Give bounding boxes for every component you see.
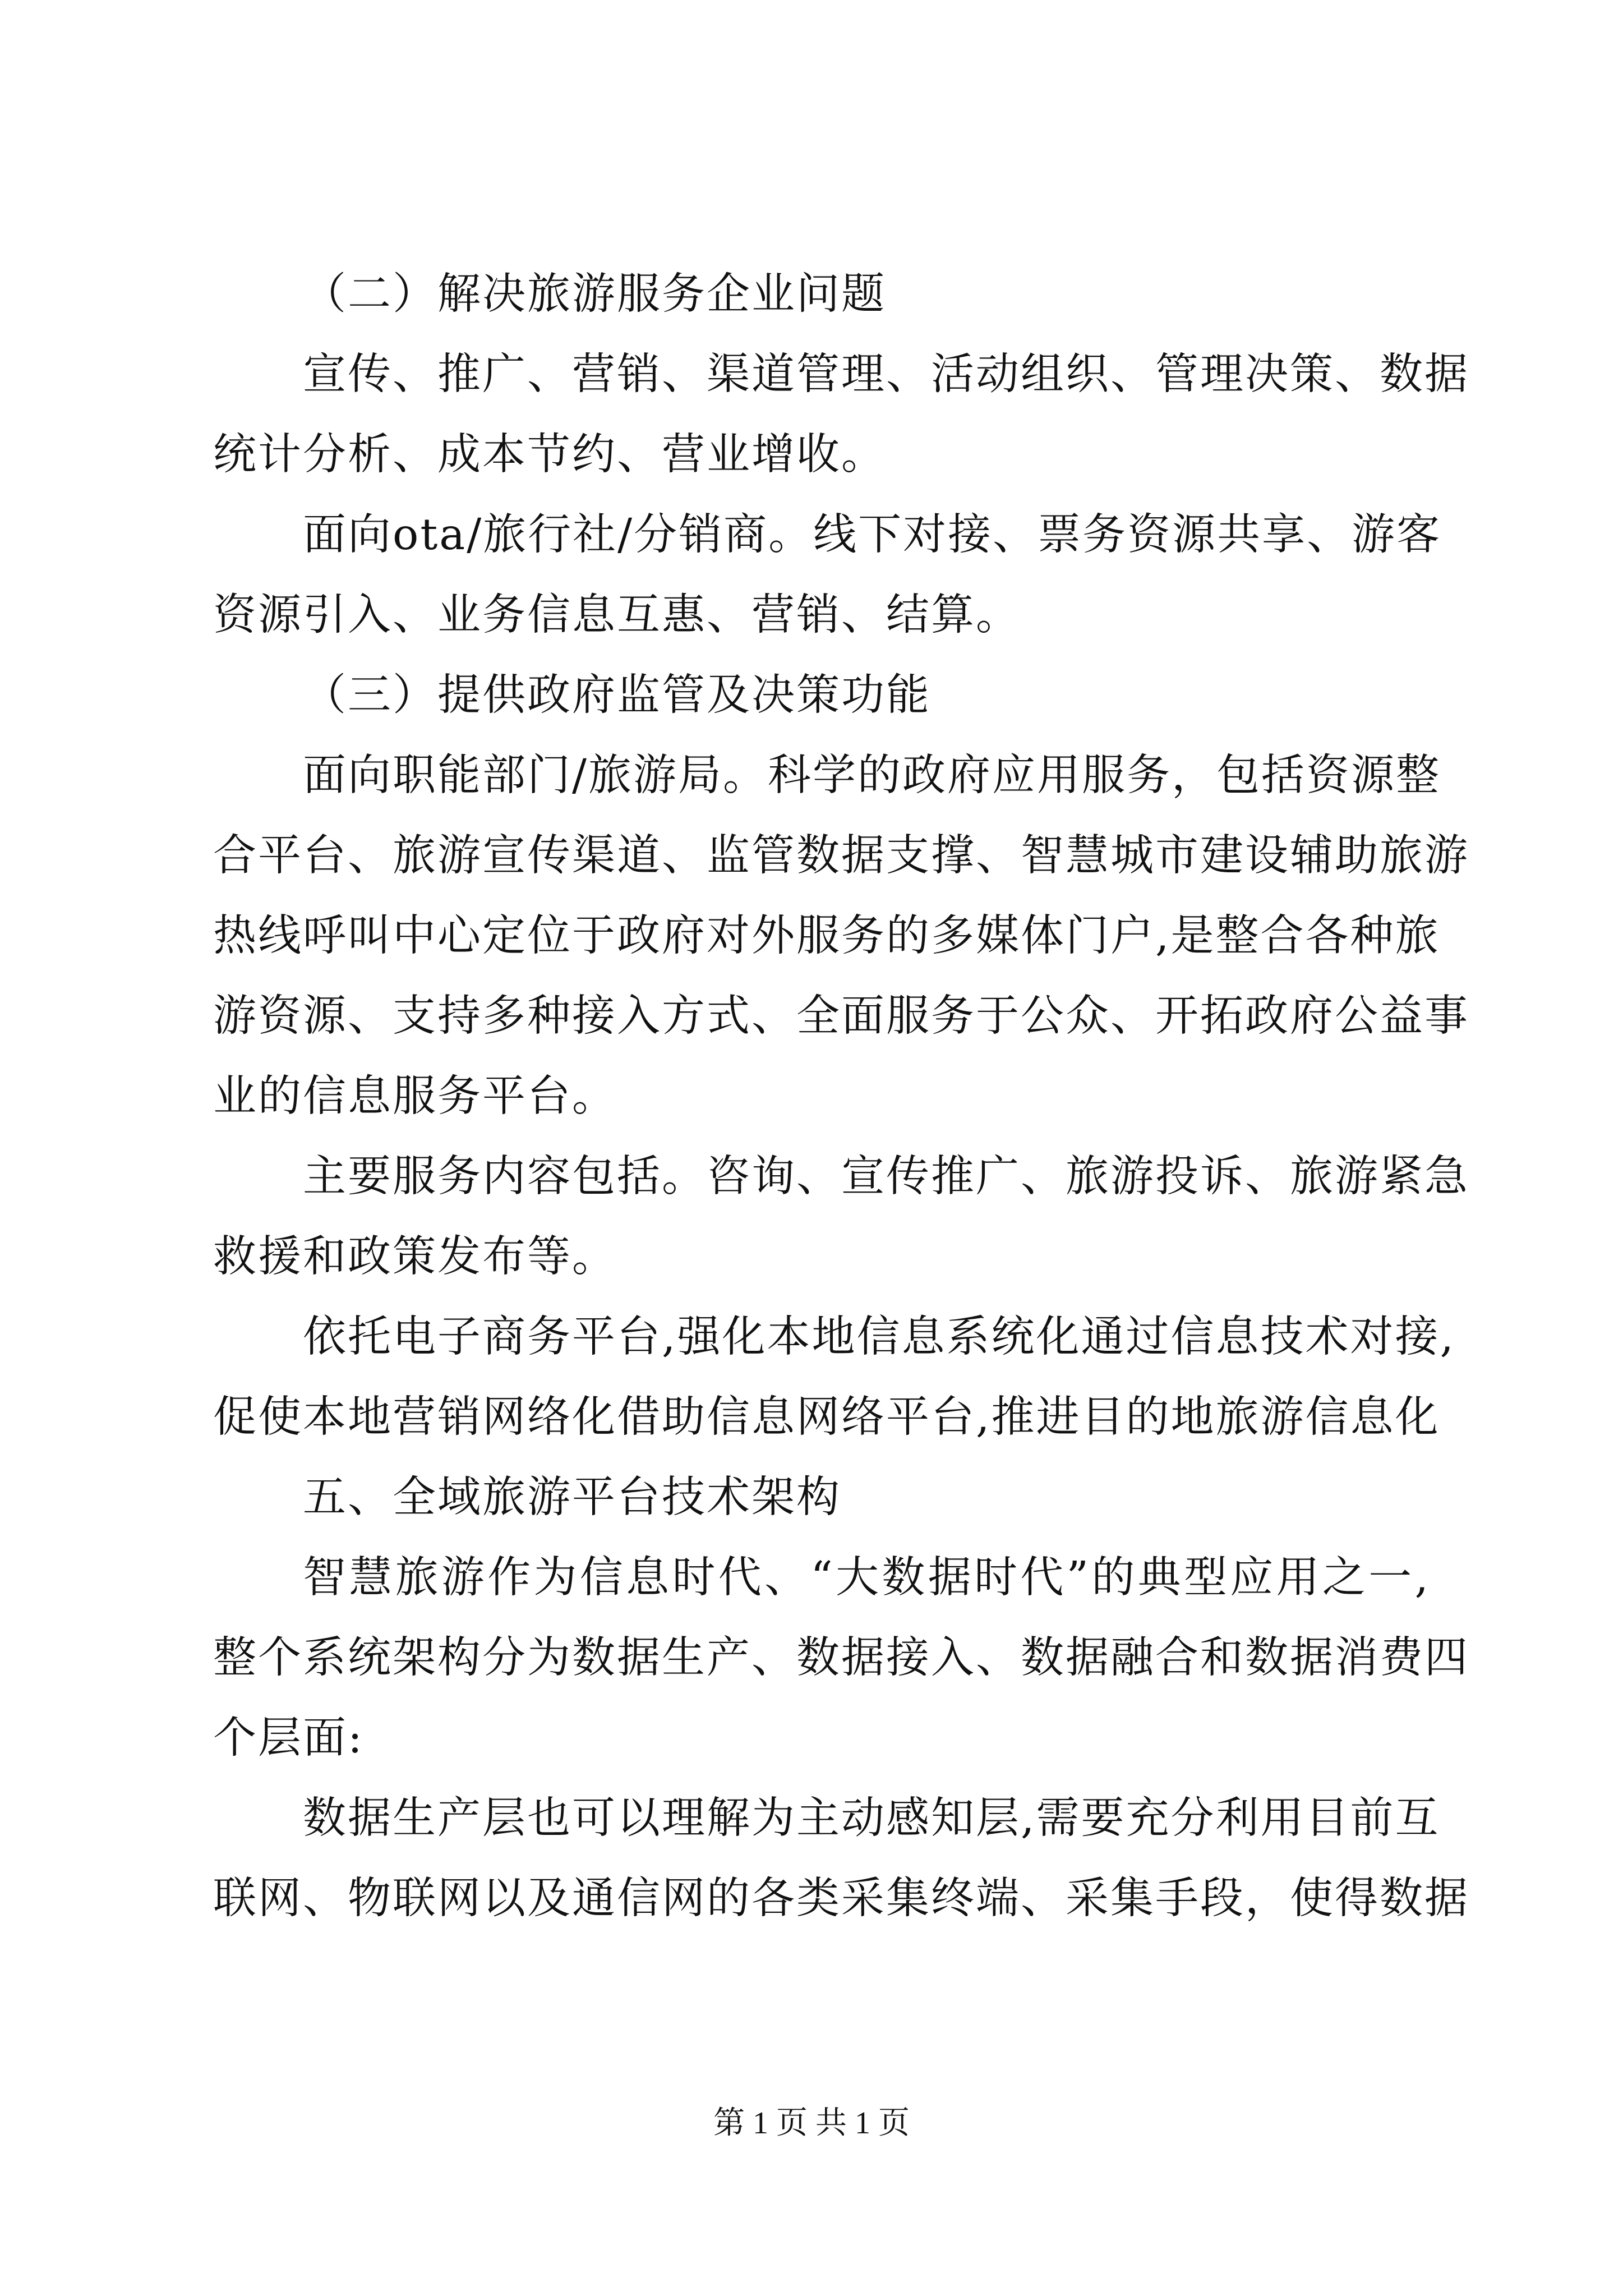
paragraph-line: 面向职能部门/旅游局。科学的政府应用服务，包括资源整 (303, 751, 1441, 800)
paragraph-line: 统计分析、成本节约、营业增收。 (213, 430, 886, 480)
paragraph-line: 热线呼叫中心定位于政府对外服务的多媒体门户,是整合各种旅 (213, 911, 1440, 961)
paragraph-line: 合平台、旅游宣传渠道、监管数据支撑、智慧城市建设辅助旅游 (213, 831, 1469, 881)
paragraph-line: 主要服务内容包括。咨询、宣传推广、旅游投诉、旅游紧急 (303, 1152, 1469, 1202)
page-number-footer: 第 1 页 共 1 页 (713, 2106, 910, 2141)
paragraph-line: 依托电子商务平台,强化本地信息系统化通过信息技术对接, (303, 1312, 1455, 1362)
paragraph-line: 促使本地营销网络化借助信息网络平台,推进目的地旅游信息化 (213, 1392, 1440, 1442)
section-heading-2: （二）解决旅游服务企业问题 (303, 269, 886, 319)
paragraph-line: 智慧旅游作为信息时代、“大数据时代”的典型应用之一, (303, 1553, 1430, 1603)
paragraph-line: 整个系统架构分为数据生产、数据接入、数据融合和数据消费四 (213, 1633, 1469, 1683)
paragraph-line: 个层面: (213, 1713, 364, 1763)
paragraph-line: 联网、物联网以及通信网的各类采集终端、采集手段，使得数据 (213, 1874, 1469, 1924)
paragraph-line: 面向ota/旅行社/分销商。线下对接、票务资源共享、游客 (303, 510, 1442, 560)
paragraph-line: 救援和政策发布等。 (213, 1232, 617, 1282)
paragraph-line: 业的信息服务平台。 (213, 1071, 617, 1121)
section-heading-3: （三）提供政府监管及决策功能 (303, 670, 931, 720)
paragraph-line: 宣传、推广、营销、渠道管理、活动组织、管理决策、数据 (303, 349, 1469, 399)
paragraph-line: 数据生产层也可以理解为主动感知层,需要充分利用目前互 (303, 1793, 1440, 1843)
paragraph-line: 资源引入、业务信息互惠、营销、结算。 (213, 590, 1021, 640)
section-heading-5: 五、全域旅游平台技术架构 (303, 1473, 841, 1522)
paragraph-line: 游资源、支持多种接入方式、全面服务于公众、开拓政府公益事 (213, 991, 1469, 1041)
